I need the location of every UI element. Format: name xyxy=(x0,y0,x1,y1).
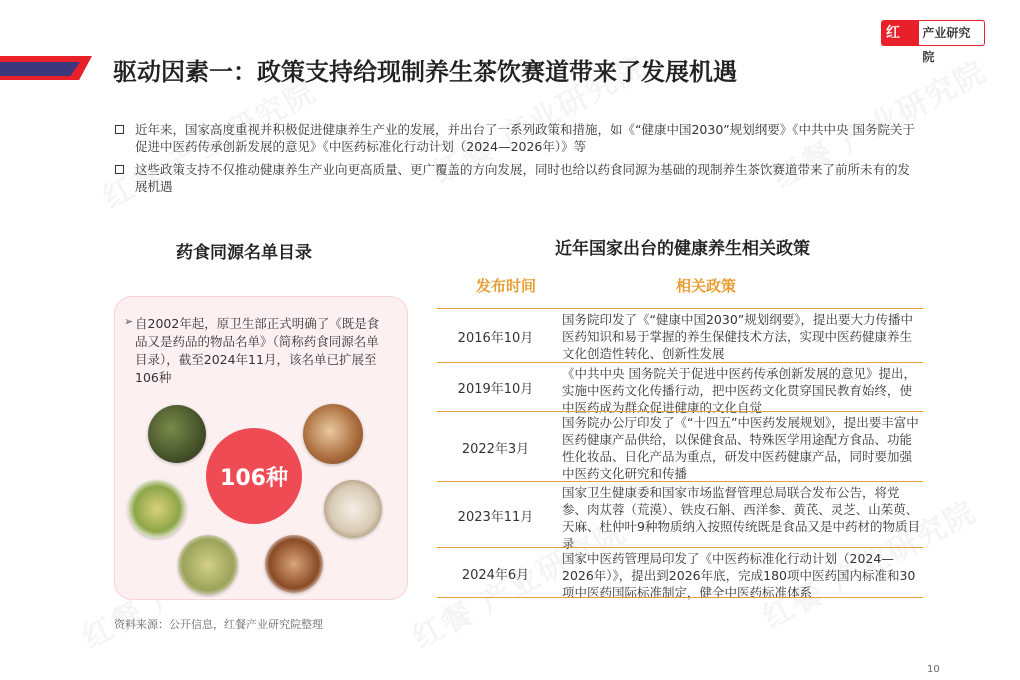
row-policy: 《中共中央 国务院关于促进中医药传承创新发展的意见》提出，实施中医药文化传播行动，把中医药文化贯穿国民教育始终，使中医药成为群众促进健康的文化自觉 xyxy=(562,366,916,415)
table-bottom-border xyxy=(437,597,923,598)
table-row xyxy=(437,547,923,598)
cinnamon-sticks-image xyxy=(265,535,323,593)
bullet-text: 近年来，国家高度重视并积极促进健康养生产业的发展，并出台了一系列政策和措施，如《“健康中国2030”规划纲要》《中共中央 国务院关于促进中医药传承创新发展的意见》《中医药标准化行动计划（2024—2026年）》等 xyxy=(135,122,915,154)
table-row xyxy=(437,362,923,415)
bullet-1 xyxy=(115,121,915,155)
bullet-text: 这些政策支持不仅推动健康养生产业向更高质量、更广覆盖的方向发展，同时也给以药食同源为基础的现制养生茶饮赛道带来了前所未有的发展机遇 xyxy=(135,162,911,194)
cinnamon-slices-image xyxy=(303,404,363,464)
row-date: 2023年11月 xyxy=(457,509,534,525)
row-date: 2019年10月 xyxy=(457,382,534,397)
tuckahoe-cubes-image xyxy=(324,480,382,538)
page-title: 驱动因素一：政策支持给现制养生茶饮赛道带来了发展机遇 xyxy=(113,58,737,86)
dried-tea-image xyxy=(178,535,238,595)
row-policy: 国务院办公厅印发了《“十四五”中医药发展规划》，提出要丰富中医药健康产品供给，以保健食品、特殊医学用途配方食品、功能性化妆品、日化产品为重点，研发中医药健康产品，同时要加强中医药文化研究和传播 xyxy=(562,415,919,481)
source-note: 资料来源：公开信息，红餐产业研究院整理 xyxy=(114,618,323,631)
square-bullet-icon xyxy=(115,165,124,174)
column-header-date: 发布时间 xyxy=(476,277,537,295)
table-row xyxy=(437,411,923,482)
row-date: 2016年10月 xyxy=(457,330,534,346)
bullet-2 xyxy=(115,161,915,195)
card-text: 自2002年起，原卫生部正式明确了《既是食品又是药品的物品名单》（简称药食同源名单目录），截至2024年11月，该名单已扩展至106种 xyxy=(135,316,380,385)
logo-text: 产业研究院 xyxy=(918,20,985,46)
section-heading-left: 药食同源名单目录 xyxy=(176,243,312,263)
column-header-policy: 相关政策 xyxy=(676,277,737,295)
arrow-bullet-icon: ➢ xyxy=(124,315,134,328)
row-policy: 国家中医药管理局印发了《中医药标准化行动计划（2024—2026年）》，提出到2026年底，完成180项中医药国内标准和30项中医药国际标准制定，健全中医药标准体系 xyxy=(562,551,916,600)
herb-bundle-image xyxy=(148,405,206,463)
row-policy: 国家卫生健康委和国家市场监督管理总局联合发布公告，将党参、肉苁蓉（荒漠）、铁皮石斛、西洋参、黄芪、灵芝、山茱萸、天麻、杜仲叶9种物质纳入按照传统既是食品又是中药材的物质目录 xyxy=(562,485,920,551)
green-seeds-image xyxy=(128,480,186,538)
title-accent-blue xyxy=(0,62,80,76)
row-date: 2024年6月 xyxy=(461,567,530,583)
row-policy: 国务院印发了《“健康中国2030”规划纲要》，提出要大力传播中医药知识和易于掌握的养生保健技术方法，实现中医药健康养生文化创造性转化、创新性发展 xyxy=(562,312,914,361)
section-heading-right: 近年国家出台的健康养生相关政策 xyxy=(555,239,810,259)
row-date: 2022年3月 xyxy=(461,441,530,457)
page-number: 10 xyxy=(927,664,940,675)
table-row xyxy=(437,308,923,363)
brand-logo xyxy=(881,20,985,67)
count-circle: 106种 xyxy=(206,428,302,524)
logo-mark: 红餐 xyxy=(881,20,918,46)
table-row xyxy=(437,481,923,551)
square-bullet-icon xyxy=(115,125,124,134)
